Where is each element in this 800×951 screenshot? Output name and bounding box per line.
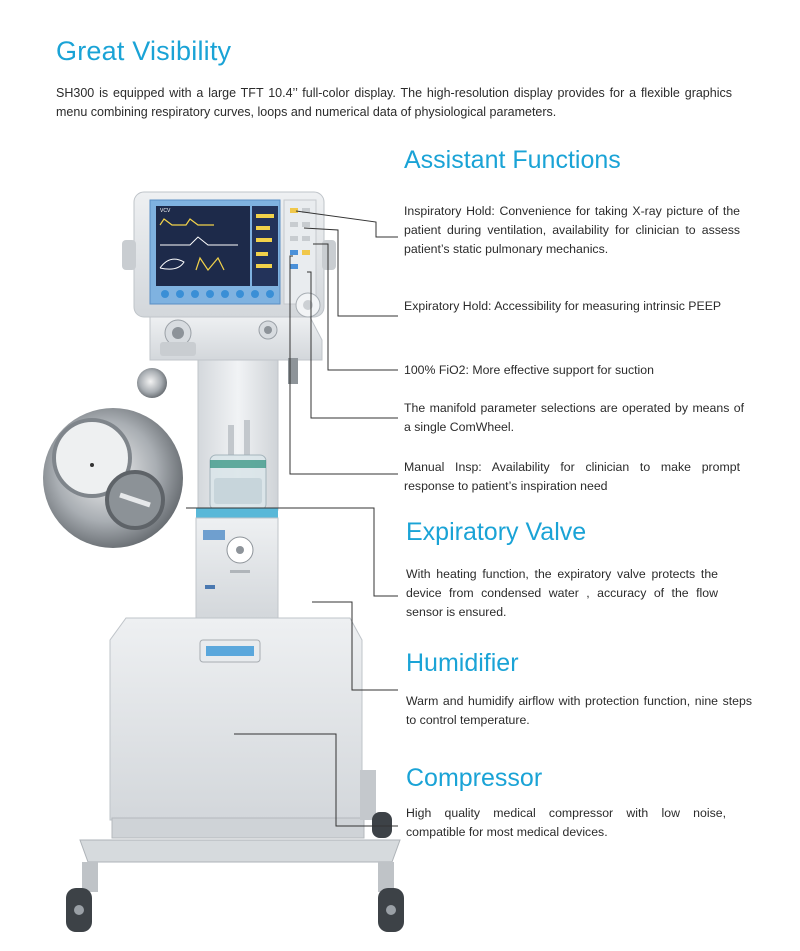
intro-paragraph: SH300 is equipped with a large TFT 10.4’’ full-color display. The high-resolution display provides for a flexible graphics menu combining respiratory curves, loops and numerical data of physiological parameters. [56, 86, 732, 119]
humidifier-text: Warm and humidify airflow with protection function, nine steps to control temperature. [406, 694, 752, 727]
assistant-item-comwheel: The manifold parameter selections are operated by means of a single ComWheel. [404, 401, 744, 434]
screen-mode-label: VCV [160, 208, 171, 214]
assistant-item-inspiratory-hold: Inspiratory Hold: Convenience for taking X-ray picture of the patient during ventilation, availability for clinician to assess patient’s static pulmonary mechanics. [404, 204, 740, 256]
compressor-text: High quality medical compressor with low noise, compatible for most medical devices. [406, 806, 726, 839]
display-screen [156, 206, 250, 286]
humidifier-controller [196, 518, 278, 618]
expiratory-valve-zoom [43, 408, 183, 548]
compressor-title: Compressor [406, 764, 543, 792]
assistant-functions-title: Assistant Functions [404, 146, 621, 174]
assistant-item-manual-insp: Manual Insp: Availability for clinician to make prompt response to patient’s inspiration need [404, 460, 740, 493]
assistant-item-fio2: 100% FiO2: More effective support for suction [404, 363, 654, 377]
compressor-cabinet [110, 618, 364, 838]
expiratory-valve-text: With heating function, the expiratory valve protects the device from condensed water , accuracy of the flow sensor is ensured. [406, 567, 718, 619]
page-title: Great Visibility [56, 36, 232, 66]
assistant-item-expiratory-hold: Expiratory Hold: Accessibility for measuring intrinsic PEEP [404, 299, 722, 313]
humidifier-title: Humidifier [406, 649, 519, 677]
expiratory-valve-title: Expiratory Valve [406, 518, 587, 546]
